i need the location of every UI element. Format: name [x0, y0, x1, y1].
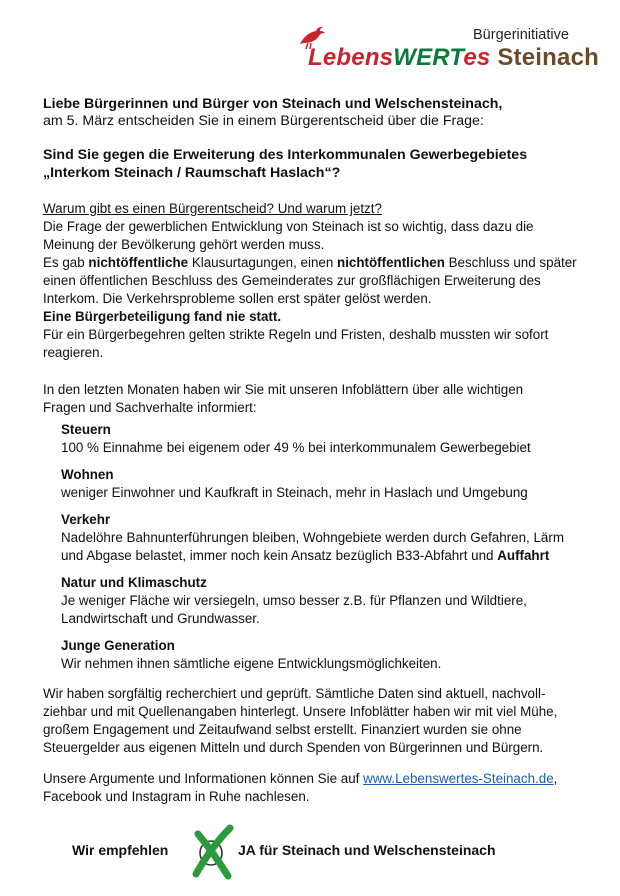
why-l3c: Klausurtagungen, einen [188, 255, 338, 270]
logo-wordmark [308, 44, 599, 72]
topic-text-steuern: 100 % Einnahme bei eigenem oder 49 % bei interkommunalem Gewerbegebiet [61, 440, 531, 455]
research-line-3: großem Engagement und Zeitaufwand selbst erstellt. Finanziert wurden sie ohne [43, 722, 522, 737]
topic-text-wohnen: weniger Einwohner und Kaufkraft in Steinach, mehr in Haslach und Umgebung [61, 485, 528, 500]
why-line-8: reagieren. [43, 345, 104, 360]
why-line-6: Eine Bürgerbeteiligung fand nie statt. [43, 309, 282, 324]
why-l3e: Beschluss und später [444, 255, 577, 270]
why-line-2: Meinung der Bevölkerung gehört werden muss. [43, 237, 325, 252]
website-link[interactable]: www.Lebenswertes-Steinach.de [363, 771, 554, 786]
topic-text-natur-2: Landwirtschaft und Grundwasser. [61, 611, 260, 626]
months-line-1: In den letzten Monaten haben wir Sie mit unseren Infoblättern über alle wichtigen [43, 382, 524, 397]
months-line-2: Fragen und Sachverhalte informiert: [43, 400, 257, 415]
logo-part3: es [463, 44, 491, 71]
research-line-4: Steuergelder aus eigenen Mitteln und durch Spenden von Bürgerinnen und Bürgern. [43, 740, 544, 755]
topic-title-verkehr: Verkehr [61, 512, 111, 527]
question-line-2: „Interkom Steinach / Raumschaft Haslach“? [43, 165, 341, 181]
topic-title-steuern: Steuern [61, 422, 111, 437]
why-line-4: einen öffentlichen Beschluss des Gemeinderates zur großflächigen Erweiterung des [43, 273, 541, 288]
salutation: Liebe Bürgerinnen und Bürger von Steinach und Welschensteinach, [43, 96, 503, 112]
topic-text-verkehr-1: Nadelöhre Bahnunterführungen bleiben, Wohngebiete werden durch Gefahren, Lärm [61, 530, 564, 545]
research-line-2: ziehbar und mit Quellenangaben hinterlegt. Unsere Infoblätter haben wir mit viel Mühe, [43, 704, 558, 719]
why-line-7: Für ein Bürgerbegehren gelten strikte Regeln und Fristen, deshalb mussten wir sofort [43, 327, 549, 342]
why-heading: Warum gibt es einen Bürgerentscheid? Und warum jetzt? [43, 201, 382, 216]
recommend-label: Wir empfehlen [72, 842, 169, 858]
logo-initiative-label: Bürgerinitiative [473, 27, 569, 43]
logo-part1: Lebens [308, 44, 394, 71]
topic-title-wohnen: Wohnen [61, 467, 114, 482]
topic-text-verkehr-2 [61, 547, 549, 565]
green-x-mark-icon [190, 824, 236, 880]
logo-part4: Steinach [490, 44, 599, 71]
topic-text-jugend: Wir nehmen ihnen sämtliche eigene Entwicklungsmöglichkeiten. [61, 656, 442, 671]
why-line-1: Die Frage der gewerblichen Entwicklung von Steinach ist so wichtig, dass dazu die [43, 219, 534, 234]
verkehr-bold-tail: Auffahrt [497, 548, 550, 563]
why-line-3 [43, 254, 577, 272]
why-l3d: nichtöffentlichen [337, 255, 445, 270]
ja-label: JA für Steinach und Welschensteinach [238, 842, 496, 858]
topic-title-natur: Natur und Klimaschutz [61, 575, 207, 590]
research-line-1: Wir haben sorgfältig recherchiert und geprüft. Sämtliche Daten sind aktuell, nachvoll- [43, 686, 546, 701]
args-text: Unsere Argumente und Informationen können Sie auf [43, 771, 364, 786]
why-line-5: Interkom. Die Verkehrsprobleme sollen erst später gelöst werden. [43, 291, 432, 306]
verkehr-line-2: und Abgase belastet, immer noch kein Ansatz bezüglich B33-Abfahrt und [61, 548, 498, 563]
question-line-1: Sind Sie gegen die Erweiterung des Interkommunalen Gewerbegebietes [43, 147, 528, 163]
logo-part2: WERT [393, 44, 464, 71]
topic-title-jugend: Junge Generation [61, 638, 175, 653]
args-line-2: Facebook und Instagram in Ruhe nachlesen. [43, 789, 310, 804]
topic-text-natur-1: Je weniger Fläche wir versiegeln, umso besser z.B. für Pflanzen und Wildtiere, [61, 593, 527, 608]
why-l3b: nichtöffentliche [88, 255, 189, 270]
args-comma: , [553, 771, 558, 786]
intro-line: am 5. März entscheiden Sie in einem Bürgerentscheid über die Frage: [43, 113, 484, 129]
why-l3a: Es gab [43, 255, 89, 270]
args-line-1 [43, 770, 557, 788]
